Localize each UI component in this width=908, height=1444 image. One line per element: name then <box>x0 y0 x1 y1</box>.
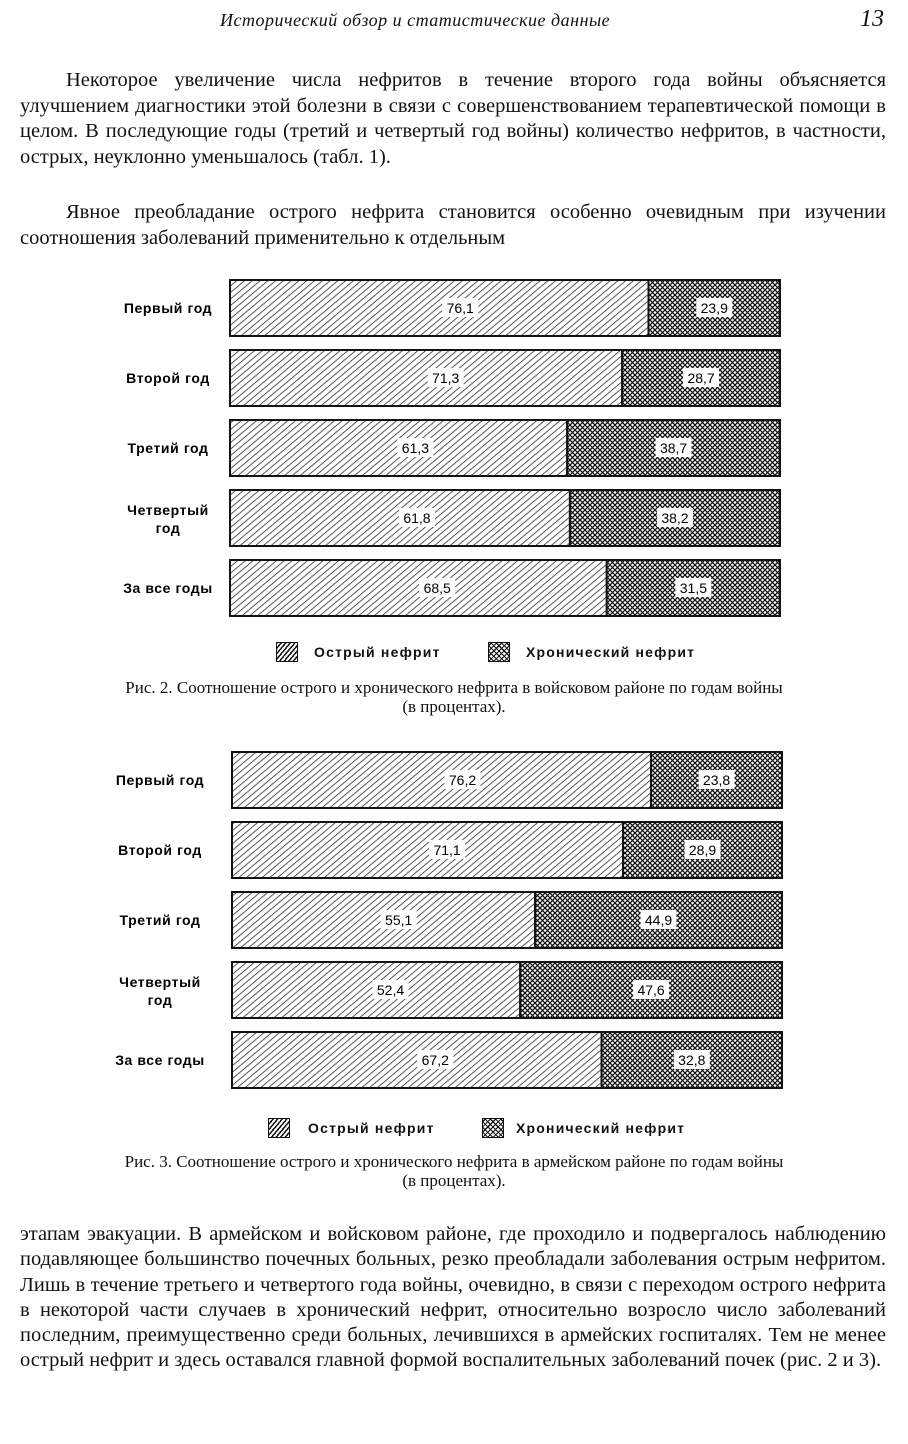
bar-acute <box>230 560 607 616</box>
bar-acute <box>230 350 622 406</box>
bar-acute <box>232 752 651 808</box>
legend-acute-swatch <box>276 642 298 662</box>
legend-acute-label: Острый нефрит <box>314 644 441 660</box>
category-label: Первый год <box>123 300 213 316</box>
page-header <box>0 0 908 60</box>
value-label-acute: 68,5 <box>423 580 451 596</box>
category-label: Второй год <box>126 370 210 386</box>
value-label-acute: 61,3 <box>401 440 430 456</box>
page-number: 13 <box>860 6 884 32</box>
value-label-chronic: 32,8 <box>678 1052 706 1068</box>
figure-3-chart <box>0 738 908 1093</box>
legend-chronic-swatch <box>482 1118 504 1138</box>
legend-chronic-swatch <box>488 642 510 662</box>
running-title: Исторический обзор и статистические данные <box>220 10 611 30</box>
value-label-chronic: 23,8 <box>702 772 731 788</box>
value-label-acute: 52,4 <box>376 982 405 998</box>
paragraph-2: Явное преобладание острого нефрита становится особенно очевидным при изучении соотношения заболеваний применительно к отдельным <box>20 201 886 249</box>
category-label: Третий год <box>127 440 209 456</box>
legend-chronic-label: Хронический нефрит <box>526 644 696 660</box>
category-label: Первый год <box>115 772 205 788</box>
figure-3-legend <box>0 1116 908 1146</box>
figure-2-legend <box>0 640 908 670</box>
value-label-chronic: 28,9 <box>688 842 717 858</box>
value-label-chronic: 38,2 <box>661 510 689 526</box>
value-label-acute: 71,3 <box>432 370 460 386</box>
value-label-chronic: 28,7 <box>687 370 715 386</box>
paragraph-3: этапам эвакуации. В армейском и войсковом районе, где проходило и подвергалось наблюдению подавляющее большинство почечных больных, резко преобладали заболевания острым нефритом. Лишь в течение третьего и четвертого года войны, очевидно, в связи с переходом острого нефрита в некоторой части случаев в хронический нефрит, относительно возросло число заболеваний последним, преимущественно среди больных, лечившихся в армейских госпиталях. Тем не менее острый нефрит и здесь оставался главной формой воспалительных заболеваний почек (рис. 2 и 3). <box>20 1223 886 1372</box>
value-label-acute: 67,2 <box>421 1052 449 1068</box>
paragraph-1: Некоторое увеличение числа нефритов в течение второго года войны объясняется улучшением диагностики этой болезни в связи с совершенствованием терапевтической помощи в целом. В последующие годы (третий и четвертый год войны) количество нефритов, в частности, острых, неуклонно уменьшалось (табл. 1). <box>20 69 886 168</box>
value-label-acute: 71,1 <box>433 842 461 858</box>
value-label-acute: 61,8 <box>403 510 431 526</box>
category-label: Третий год <box>119 912 201 928</box>
value-label-acute: 76,1 <box>446 300 474 316</box>
category-label: Второй год <box>118 842 202 858</box>
bar-acute <box>230 280 649 336</box>
value-label-chronic: 38,7 <box>659 440 688 456</box>
value-label-chronic: 31,5 <box>679 580 707 596</box>
value-label-chronic: 23,9 <box>700 300 728 316</box>
legend-acute-label: Острый нефрит <box>308 1120 435 1136</box>
figure-2-chart <box>0 270 908 620</box>
figure-2 <box>0 270 908 730</box>
category-label: Четвертый год <box>127 502 209 536</box>
value-label-chronic: 47,6 <box>637 982 665 998</box>
figure-3-caption: Рис. 3. Соотношение острого и хронического нефрита в армейском районе по годам войны (в процентах). <box>124 1152 784 1190</box>
figure-2-caption: Рис. 2. Соотношение острого и хронического нефрита в войсковом районе по годам войны (в процентах). <box>125 678 783 716</box>
legend-chronic-label: Хронический нефрит <box>516 1120 686 1136</box>
bar-acute <box>232 822 623 878</box>
value-label-acute: 76,2 <box>448 772 477 788</box>
legend-acute-swatch <box>268 1118 290 1138</box>
value-label-chronic: 44,9 <box>644 912 673 928</box>
bar-acute <box>232 1032 602 1088</box>
category-label: За все годы <box>123 580 213 596</box>
category-label: Четвертый год <box>119 974 201 1008</box>
value-label-acute: 55,1 <box>385 912 413 928</box>
figure-3 <box>0 738 908 1208</box>
category-label: За все годы <box>115 1052 205 1068</box>
